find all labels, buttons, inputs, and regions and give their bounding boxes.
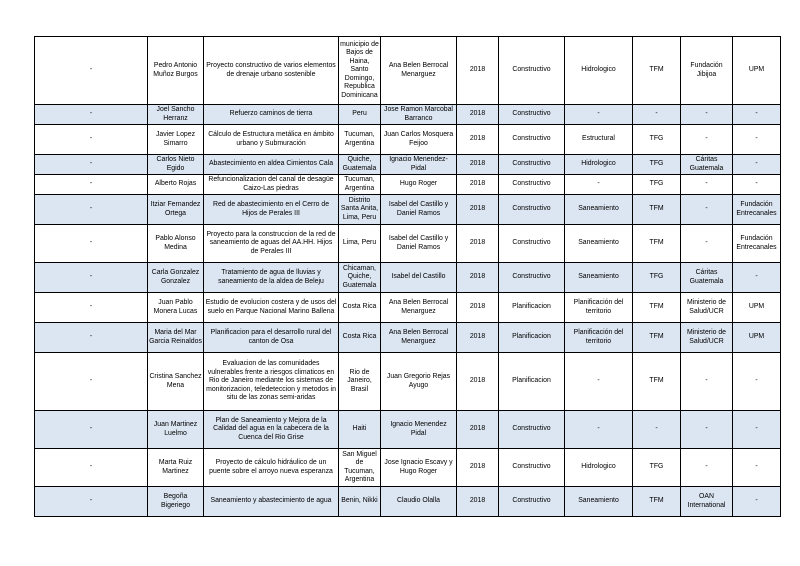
area-cell: Saneamiento: [565, 263, 633, 293]
year-cell: 2018: [457, 293, 499, 323]
table-row: [35, 125, 781, 155]
type-cell: Planificacion: [499, 293, 565, 323]
row-dash-cell: -: [35, 175, 148, 195]
projects-table: [34, 36, 781, 517]
project-title-cell: Saneamiento y abastecimiento de agua: [204, 487, 339, 517]
row-dash-cell: -: [35, 353, 148, 411]
tutor-cell: Ana Belen Berrocal Menarguez: [381, 37, 457, 105]
year-cell: 2018: [457, 263, 499, 293]
funding-cell: -: [733, 105, 781, 125]
funding-cell: Fundación Entrecanales: [733, 225, 781, 263]
funding-cell: UPM: [733, 37, 781, 105]
degree-cell: TFM: [633, 195, 681, 225]
table-row: [35, 37, 781, 105]
location-cell: Peru: [339, 105, 381, 125]
partner-cell: -: [681, 175, 733, 195]
student-cell: Javier Lopez Simarro: [148, 125, 204, 155]
area-cell: Hidrologico: [565, 155, 633, 175]
type-cell: Planificacion: [499, 353, 565, 411]
student-cell: Carlos Nieto Egido: [148, 155, 204, 175]
funding-cell: Fundación Entrecanales: [733, 195, 781, 225]
partner-cell: Cáritas Guatemala: [681, 155, 733, 175]
table-row: [35, 449, 781, 487]
partner-cell: -: [681, 105, 733, 125]
type-cell: Constructivo: [499, 411, 565, 449]
area-cell: -: [565, 175, 633, 195]
type-cell: Constructivo: [499, 449, 565, 487]
type-cell: Constructivo: [499, 195, 565, 225]
funding-cell: UPM: [733, 293, 781, 323]
type-cell: Constructivo: [499, 105, 565, 125]
student-cell: Cristina Sanchez Mena: [148, 353, 204, 411]
table-row: [35, 175, 781, 195]
location-cell: Haiti: [339, 411, 381, 449]
project-title-cell: Estudio de evolucion costera y de usos del suelo en Parque Nacional Marino Ballena: [204, 293, 339, 323]
row-dash-cell: -: [35, 155, 148, 175]
table-row: [35, 105, 781, 125]
year-cell: 2018: [457, 411, 499, 449]
year-cell: 2018: [457, 449, 499, 487]
tutor-cell: Claudio Olalla: [381, 487, 457, 517]
degree-cell: TFM: [633, 487, 681, 517]
table-row: [35, 411, 781, 449]
tutor-cell: Juan Carlos Mosquera Feijoo: [381, 125, 457, 155]
row-dash-cell: -: [35, 449, 148, 487]
area-cell: Planificación del territorio: [565, 293, 633, 323]
location-cell: Costa Rica: [339, 323, 381, 353]
student-cell: Alberto Rojas: [148, 175, 204, 195]
tutor-cell: Jose Ramon Marcobal Barranco: [381, 105, 457, 125]
project-title-cell: Tratamiento de agua de lluvias y saneamiento de la aldea de Beleju: [204, 263, 339, 293]
table-row: [35, 323, 781, 353]
funding-cell: -: [733, 449, 781, 487]
table-row: [35, 155, 781, 175]
funding-cell: -: [733, 175, 781, 195]
row-dash-cell: -: [35, 105, 148, 125]
row-dash-cell: -: [35, 125, 148, 155]
partner-cell: -: [681, 225, 733, 263]
partner-cell: -: [681, 411, 733, 449]
tutor-cell: Ana Belen Berrocal Menarguez: [381, 323, 457, 353]
student-cell: Pablo Alonso Medina: [148, 225, 204, 263]
table-row: [35, 225, 781, 263]
partner-cell: -: [681, 125, 733, 155]
partner-cell: -: [681, 353, 733, 411]
student-cell: Begoña Bigeriego: [148, 487, 204, 517]
student-cell: Maria del Mar Garcia Reinaldos: [148, 323, 204, 353]
year-cell: 2018: [457, 195, 499, 225]
degree-cell: TFM: [633, 37, 681, 105]
year-cell: 2018: [457, 155, 499, 175]
type-cell: Constructivo: [499, 175, 565, 195]
tutor-cell: Ignacio Menendez Pidal: [381, 411, 457, 449]
project-title-cell: Plan de Saneamiento y Mejora de la Calidad del agua en la cabecera de la Cuenca del Rio Grise: [204, 411, 339, 449]
funding-cell: -: [733, 411, 781, 449]
project-title-cell: Refuerzo caminos de tierra: [204, 105, 339, 125]
project-title-cell: Evaluacion de las comunidades vulnerables frente a riesgos climaticos en Rio de Janeiro mediante los sistemas de monitorizacion, teledeteccion y metodos in situ de las zonas semi-aridas: [204, 353, 339, 411]
degree-cell: TFG: [633, 449, 681, 487]
tutor-cell: Isabel del Castillo y Daniel Ramos: [381, 195, 457, 225]
project-title-cell: Red de abastecimiento en el Cerro de Hijos de Perales III: [204, 195, 339, 225]
area-cell: Saneamiento: [565, 195, 633, 225]
degree-cell: TFG: [633, 155, 681, 175]
year-cell: 2018: [457, 353, 499, 411]
location-cell: Benin, Nikki: [339, 487, 381, 517]
location-cell: Tucuman, Argentina: [339, 175, 381, 195]
funding-cell: -: [733, 125, 781, 155]
student-cell: Juan Pablo Monera Lucas: [148, 293, 204, 323]
row-dash-cell: -: [35, 263, 148, 293]
degree-cell: -: [633, 411, 681, 449]
area-cell: Hidrologico: [565, 449, 633, 487]
student-cell: Itziar Fernandez Ortega: [148, 195, 204, 225]
location-cell: San Miguel de Tucuman, Argentina: [339, 449, 381, 487]
partner-cell: Fundación Jibijoa: [681, 37, 733, 105]
project-title-cell: Proyecto para la construccion de la red de saneamiento de aguas del AA.HH. Hijos de Perales III: [204, 225, 339, 263]
project-title-cell: Proyecto constructivo de varios elementos de drenaje urbano sostenible: [204, 37, 339, 105]
degree-cell: TFM: [633, 353, 681, 411]
student-cell: Pedro Antonio Muñoz Burgos: [148, 37, 204, 105]
area-cell: Saneamiento: [565, 225, 633, 263]
funding-cell: -: [733, 155, 781, 175]
degree-cell: TFM: [633, 293, 681, 323]
area-cell: -: [565, 411, 633, 449]
funding-cell: -: [733, 353, 781, 411]
area-cell: -: [565, 105, 633, 125]
location-cell: Tucuman, Argentina: [339, 125, 381, 155]
type-cell: Constructivo: [499, 37, 565, 105]
degree-cell: TFM: [633, 225, 681, 263]
partner-cell: Ministerio de Salud/UCR: [681, 293, 733, 323]
row-dash-cell: -: [35, 37, 148, 105]
degree-cell: TFG: [633, 175, 681, 195]
degree-cell: TFG: [633, 125, 681, 155]
location-cell: municipio de Bajos de Haina, Santo Domingo, Republica Dominicana: [339, 37, 381, 105]
tutor-cell: Ana Belen Berrocal Menarguez: [381, 293, 457, 323]
tutor-cell: Isabel del Castillo: [381, 263, 457, 293]
location-cell: Chicaman, Quiche, Guatemala: [339, 263, 381, 293]
degree-cell: TFM: [633, 323, 681, 353]
table-row: [35, 293, 781, 323]
student-cell: Juan Martinez Luelmo: [148, 411, 204, 449]
tutor-cell: Jose Ignacio Escavy y Hugo Roger: [381, 449, 457, 487]
year-cell: 2018: [457, 105, 499, 125]
type-cell: Constructivo: [499, 225, 565, 263]
row-dash-cell: -: [35, 293, 148, 323]
partner-cell: Ministerio de Salud/UCR: [681, 323, 733, 353]
area-cell: -: [565, 353, 633, 411]
project-title-cell: Refuncionalizacion del canal de desagüe Caizo-Las piedras: [204, 175, 339, 195]
partner-cell: OAN International: [681, 487, 733, 517]
partner-cell: -: [681, 195, 733, 225]
area-cell: Saneamiento: [565, 487, 633, 517]
location-cell: Costa Rica: [339, 293, 381, 323]
type-cell: Constructivo: [499, 125, 565, 155]
area-cell: Estructural: [565, 125, 633, 155]
year-cell: 2018: [457, 225, 499, 263]
year-cell: 2018: [457, 37, 499, 105]
table-row: [35, 487, 781, 517]
project-title-cell: Abastecimiento en aldea Cimientos Cala: [204, 155, 339, 175]
row-dash-cell: -: [35, 411, 148, 449]
row-dash-cell: -: [35, 487, 148, 517]
project-title-cell: Planificacion para el desarrollo rural del canton de Osa: [204, 323, 339, 353]
location-cell: Quiche, Guatemala: [339, 155, 381, 175]
student-cell: Marta Ruiz Martinez: [148, 449, 204, 487]
table-row: [35, 353, 781, 411]
location-cell: Distrito Santa Anita, Lima, Peru: [339, 195, 381, 225]
location-cell: Lima, Peru: [339, 225, 381, 263]
area-cell: Hidrologico: [565, 37, 633, 105]
student-cell: Carla Gonzalez Gonzalez: [148, 263, 204, 293]
partner-cell: Cáritas Guatemala: [681, 263, 733, 293]
table-row: [35, 263, 781, 293]
year-cell: 2018: [457, 125, 499, 155]
funding-cell: -: [733, 263, 781, 293]
type-cell: Planificacion: [499, 323, 565, 353]
tutor-cell: Hugo Roger: [381, 175, 457, 195]
student-cell: Joel Sancho Herranz: [148, 105, 204, 125]
funding-cell: UPM: [733, 323, 781, 353]
table-row: [35, 195, 781, 225]
type-cell: Constructivo: [499, 155, 565, 175]
area-cell: Planificación del territorio: [565, 323, 633, 353]
partner-cell: -: [681, 449, 733, 487]
type-cell: Constructivo: [499, 263, 565, 293]
project-title-cell: Cálculo de Estructura metálica en ámbito urbano y Submuración: [204, 125, 339, 155]
tutor-cell: Juan Gregorio Rejas Ayugo: [381, 353, 457, 411]
year-cell: 2018: [457, 323, 499, 353]
row-dash-cell: -: [35, 323, 148, 353]
funding-cell: -: [733, 487, 781, 517]
tutor-cell: Isabel del Castillo y Daniel Ramos: [381, 225, 457, 263]
year-cell: 2018: [457, 487, 499, 517]
row-dash-cell: -: [35, 225, 148, 263]
project-title-cell: Proyecto de cálculo hidráulico de un puente sobre el arroyo nueva esperanza: [204, 449, 339, 487]
year-cell: 2018: [457, 175, 499, 195]
degree-cell: TFG: [633, 263, 681, 293]
location-cell: Rio de Janeiro, Brasil: [339, 353, 381, 411]
tutor-cell: Ignacio Menendez-Pidal: [381, 155, 457, 175]
row-dash-cell: -: [35, 195, 148, 225]
type-cell: Constructivo: [499, 487, 565, 517]
degree-cell: -: [633, 105, 681, 125]
